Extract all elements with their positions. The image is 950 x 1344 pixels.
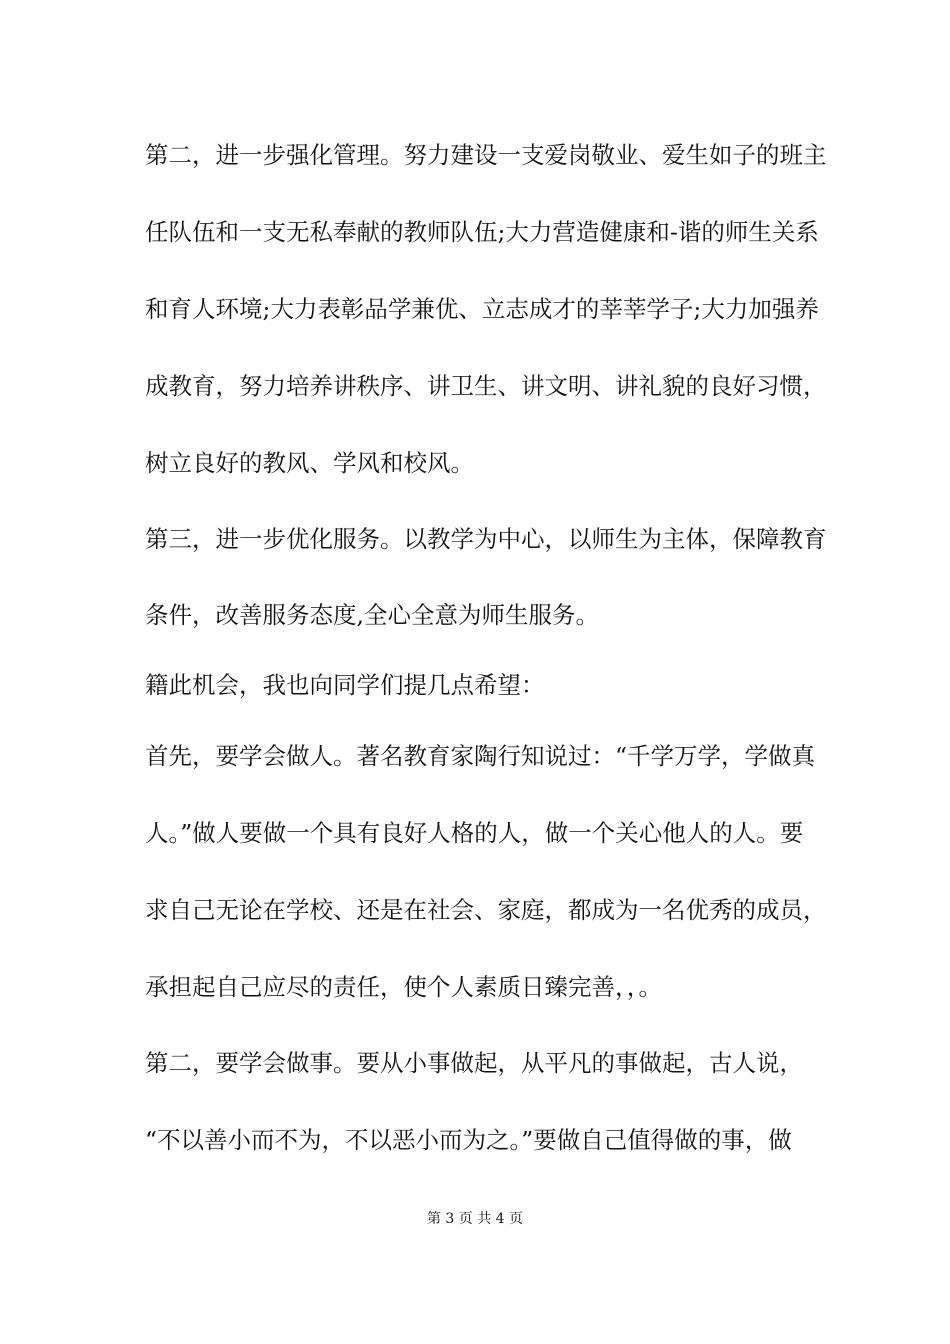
text-line: 人。”做人要做一个具有良好人格的人，做一个关心他人的人。要 <box>145 819 804 847</box>
text-line: 第二，进一步强化管理。努力建设一支爱岗敬业、爱生如子的班主 <box>145 141 827 169</box>
text-line: 首先，要学会做人。著名教育家陶行知说过：“千学万学，学做真 <box>145 742 816 770</box>
text-line: 求自己无论在学校、还是在社会、家庭，都成为一名优秀的成员， <box>145 896 827 924</box>
text-line: “不以善小而不为，不以恶小而为之。”要做自己值得做的事，做 <box>145 1126 792 1154</box>
text-line: 承担起自己应尽的责任，使个人素质日臻完善，，。 <box>145 973 662 1001</box>
text-line: 条件，改善服务态度,全心全意为师生服务。 <box>145 601 599 629</box>
text-line: 和育人环境;大力表彰品学兼优、立志成才的莘莘学子;大力加强养 <box>145 295 819 323</box>
text-line: 树立良好的教风、学风和校风。 <box>145 449 474 477</box>
page-number-footer: 第 3 页 共 4 页 <box>426 1211 524 1227</box>
text-line: 第三，进一步优化服务。以教学为中心，以师生为主体，保障教育 <box>145 525 827 553</box>
text-line: 任队伍和一支无私奉献的教师队伍;大力营造健康和-谐的师生关系 <box>145 218 819 246</box>
text-line: 籍此机会，我也向同学们提几点希望： <box>145 671 545 699</box>
text-line: 第二，要学会做事。要从小事做起，从平凡的事做起，古人说， <box>145 1049 803 1077</box>
document-body <box>145 136 827 1160</box>
text-line: 成教育，努力培养讲秩序、讲卫生、讲文明、讲礼貌的良好习惯， <box>145 372 827 400</box>
